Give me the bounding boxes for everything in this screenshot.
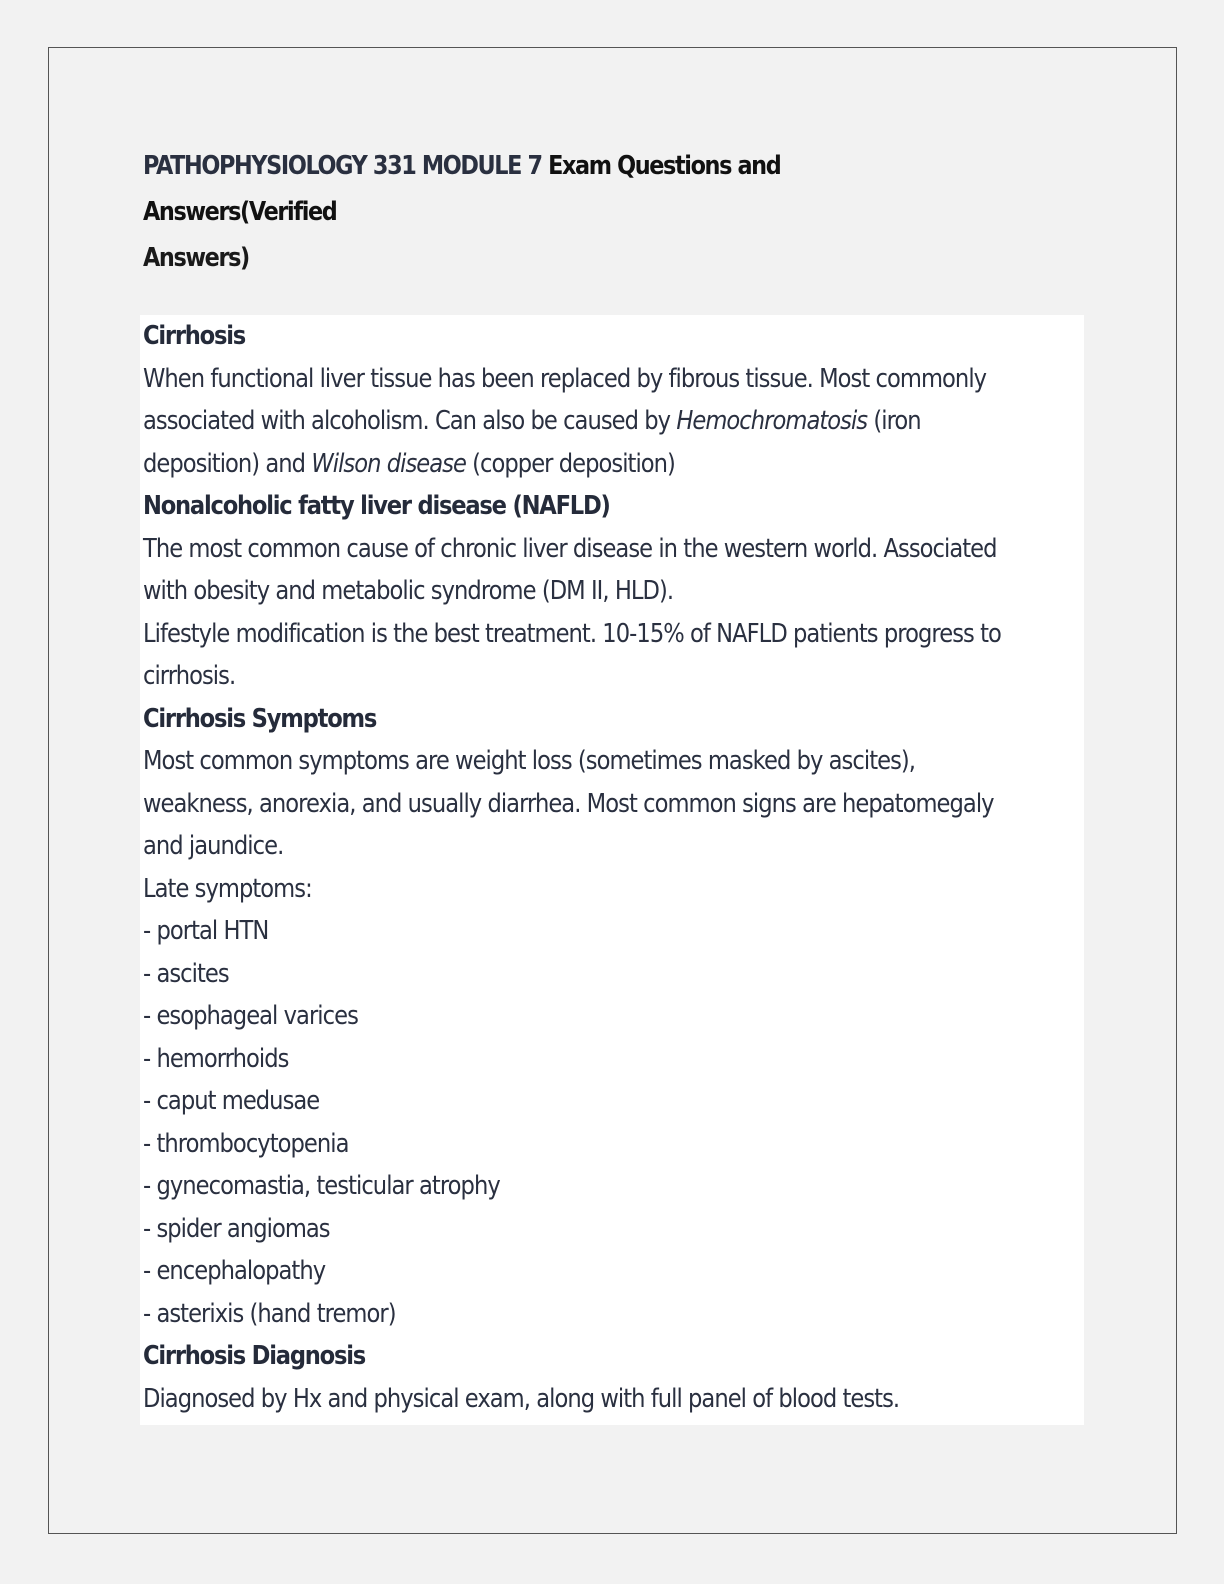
- symptom-list-item: - portal HTN: [143, 916, 269, 946]
- card-definition-line: Most common symptoms are weight loss (sometimes masked by ascites),: [143, 746, 916, 776]
- symptom-list-item: - gynecomastia, testicular atrophy: [143, 1171, 500, 1201]
- definition-italic-term: Wilson disease: [311, 448, 466, 479]
- flashcard-content-area: [140, 315, 1084, 1425]
- symptom-list-item: - caput medusae: [143, 1086, 320, 1116]
- definition-text: deposition) and: [143, 448, 312, 479]
- card-definition-line: with obesity and metabolic syndrome (DM II, HLD).: [143, 576, 674, 606]
- document-title: [143, 143, 960, 281]
- symptom-list-item: - ascites: [143, 958, 229, 989]
- card-term-cirrhosis-symptoms: Cirrhosis Symptoms: [143, 703, 377, 734]
- symptom-list-item: - asterixis (hand tremor): [143, 1298, 396, 1329]
- symptom-list-item: - encephalopathy: [143, 1256, 326, 1286]
- card-term-cirrhosis-diagnosis: Cirrhosis Diagnosis: [143, 1341, 366, 1371]
- card-term-nafld: Nonalcoholic fatty liver disease (NAFLD): [143, 491, 610, 521]
- title-line-2: Answers): [143, 243, 249, 273]
- card-definition-line: [143, 443, 1083, 486]
- definition-text: (iron: [867, 406, 921, 436]
- definition-text: associated with alcoholism. Can also be caused by: [143, 406, 677, 436]
- title-part-2: Exam Questions and Answers(Verified: [143, 151, 781, 227]
- card-definition-line: Diagnosed by Hx and physical exam, along with full panel of blood tests.: [143, 1383, 900, 1414]
- symptom-list-item: - esophageal varices: [143, 1001, 358, 1031]
- symptom-list-item: - hemorrhoids: [143, 1043, 289, 1074]
- symptom-list-item: - thrombocytopenia: [143, 1128, 349, 1159]
- card-definition-line: and jaundice.: [143, 831, 284, 861]
- card-term-cirrhosis: Cirrhosis: [143, 321, 246, 351]
- card-definition-line: Lifestyle modification is the best treatment. 10-15% of NAFLD patients progress to: [143, 618, 1001, 649]
- card-definition-line: [143, 400, 1083, 443]
- symptom-list-item: - spider angiomas: [143, 1213, 330, 1244]
- flashcard-list: [143, 315, 1083, 1420]
- card-definition-line: weakness, anorexia, and usually diarrhea. Most common signs are hepatomegaly: [143, 788, 994, 819]
- card-definition-line: The most common cause of chronic liver disease in the western world. Associated: [143, 533, 997, 564]
- definition-italic-term: Hemochromatosis: [676, 406, 868, 436]
- title-part-1: PATHOPHYSIOLOGY 331 MODULE 7: [143, 151, 542, 181]
- definition-text: (copper deposition): [465, 448, 675, 479]
- card-definition-line: When functional liver tissue has been replaced by fibrous tissue. Most commonly: [143, 363, 987, 394]
- card-definition-line: cirrhosis.: [143, 661, 236, 691]
- card-definition-line: Late symptoms:: [143, 873, 312, 904]
